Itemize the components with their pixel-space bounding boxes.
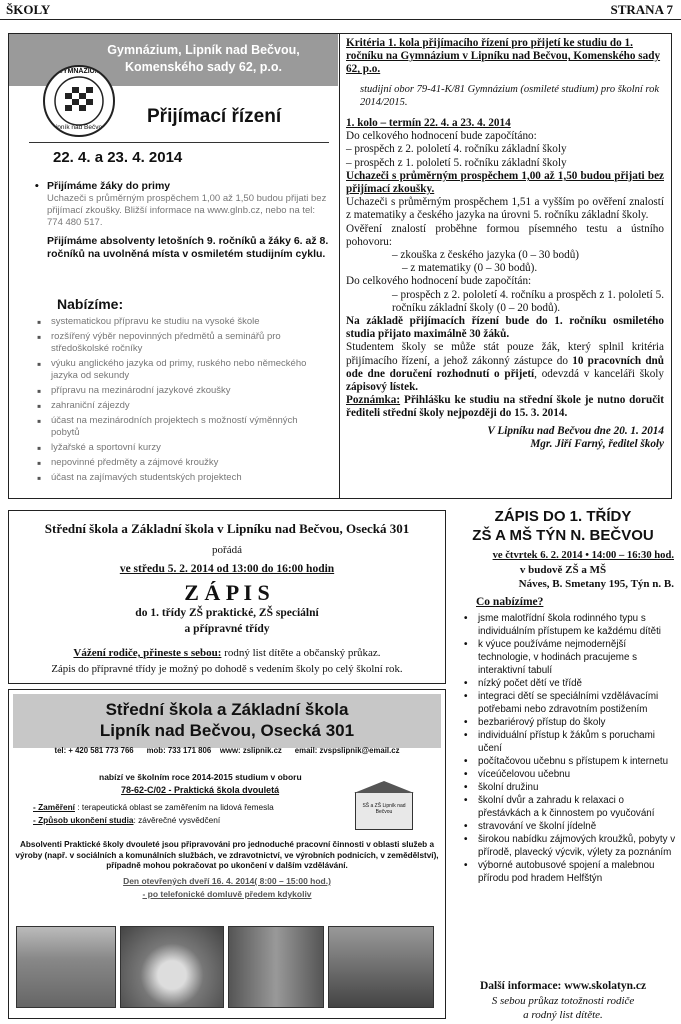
criteria-p7d: zápisový lístek.	[346, 381, 419, 394]
list-item: • k výuce používáme nejmodernější technologie, v hodinách pracujeme s interaktivní tabulí	[462, 638, 676, 677]
list-item: • bezbariérový přístup do školy	[462, 716, 676, 729]
gym-logo	[43, 65, 115, 137]
ss-zapis-bring-label: Vážení rodiče, přineste s sebou:	[73, 647, 222, 659]
gym-body	[33, 180, 333, 261]
criteria-box	[340, 33, 672, 499]
ss-zapis-bring	[9, 647, 445, 659]
ss-zapis-heading: Z Á P I S	[184, 580, 270, 605]
ss-zapis-bring-text: rodný list dítěte a občanský průkaz.	[221, 647, 381, 659]
photo-building	[16, 926, 116, 1008]
gymnazium-ad	[8, 33, 340, 499]
criteria-note	[346, 394, 664, 420]
ss-zapis-line2: a přípravné třídy	[184, 623, 270, 635]
ss-zapis-date: ve středu 5. 2. 2014 od 13:00 do 16:00 hodin	[119, 563, 335, 575]
ps-obor: 78-62-C/02 - Praktická škola dvouletá	[121, 785, 280, 795]
criteria-p4: Ověření znalostí proběhne formou písemného testu a ústního pohovoru:	[346, 222, 664, 248]
zs-tyn-ad	[452, 508, 674, 1022]
criteria-sign-name: Mgr. Jiří Farný, ředitel školy	[530, 437, 664, 450]
ss-zapis-line1: do 1. třídy ZŠ praktické, ZŠ speciální	[135, 607, 319, 619]
zs-date: ve čtvrtek 6. 2. 2014 • 14:00 – 16:30 hod.	[492, 550, 674, 561]
gym-logo-top: GYMNÁZIUM	[57, 68, 101, 75]
list-item: • nízký počet dětí ve třídě	[462, 677, 676, 690]
ps-open-day: Den otevřených dveří 16. 4. 2014( 8:00 – 15:00 hod.)	[123, 876, 331, 886]
ps-para: Absolventi Praktické školy dvouleté jsou připravováni pro jednoduché pracovní činnosti v oblasti služeb a výroby (např. v sociálních a komunálních službách, ve zdravotnictví, ve výrobních podnicích, v zemědělství), případně mohou pokračovat po ukončení v dalším vzdělávání.	[15, 840, 439, 870]
ps-contacts: tel: + 420 581 773 766 mob: 733 171 806 www: zslipnik.cz email: zvspslipnik@email.cz	[54, 746, 400, 755]
criteria-p2: Uchazeči s průměrným prospěchem 1,00 až 1,50 budou přijati bez přijímací zkoušky.	[346, 169, 664, 196]
list-item: • víceúčelovou učebnu	[462, 768, 676, 781]
gym-banner-line1: Gymnázium, Lipník nad Bečvou,	[107, 43, 300, 57]
list-item: ▪ systematickou přípravu ke studiu na vysoké škole	[35, 316, 315, 328]
list-item: • jsme malotřídní škola rodinného typu s individuálním přístupem ke každému dítěti	[462, 612, 676, 638]
list-item: • integraci dětí se speciálními vzdělávacími potřebami nebo zdravotním postižením	[462, 690, 676, 716]
page-number: STRANA 7	[610, 2, 673, 17]
zs-offer-list	[462, 612, 676, 885]
zs-note1: S sebou průkaz totožnosti rodiče	[491, 995, 635, 1007]
ps-zamereni-label: - Zaměření	[33, 802, 75, 812]
criteria-sign-date: V Lipníku nad Bečvou dne 20. 1. 2014	[487, 424, 664, 437]
photo-gym	[228, 926, 324, 1008]
criteria-p5: Do celkového hodnocení bude započítán:	[346, 275, 532, 288]
gym-bullet-absolventi: • Přijímáme absolventy letošních 9. ročníků a žáky 6. až 8. ročníků na uvolněná místa v osmiletém studijním cyklu.	[33, 235, 333, 261]
zs-title1: ZÁPIS DO 1. TŘÍDY	[494, 508, 632, 525]
list-item: • školní družinu	[462, 781, 676, 794]
gym-bullet-prima-text: Uchazeči s průměrným prospěchem 1,00 až 1,50 budou přijati bez přijímací zkoušky. Bližší informace na www.glnb.cz, nebo na tel: 774 480 517.	[47, 193, 327, 228]
criteria-p6: Na základě přijímacích řízení bude do 1. ročníku osmiletého studia přijato maximálně 30 žáků.	[346, 315, 664, 341]
ps-zpusob	[33, 815, 220, 825]
list-item: • výborné autobusové spojení a malebnou přírodu pod hradem Helfštýn	[462, 859, 676, 885]
school-sign-text: SŠ a ZŠ Lipník nad Bečvou	[362, 803, 406, 815]
list-item: • školní dvůr a zahradu k relaxaci o přestávkách a k činnostem po vyučování	[462, 794, 676, 820]
criteria-p4b: – z matematiky (0 – 30 bodů).	[402, 262, 538, 275]
criteria-p5a: – prospěch z 2. pololetí 4. ročníku a prospěch z 1. pololetí 5. ročníku základní školy (0 – 20 bodů).	[392, 288, 664, 314]
photo-classroom	[328, 926, 434, 1008]
criteria-note-label: Poznámka:	[346, 394, 401, 407]
zs-place2: Náves, B. Smetany 195, Týn n. B.	[518, 578, 674, 590]
list-item: • počítačovou učebnu s přístupem k internetu	[462, 755, 676, 768]
ss-zapis-box	[8, 510, 446, 684]
gym-logo-bottom: Lipník nad Bečvou	[52, 124, 106, 131]
criteria-p1: Do celkového hodnocení bude započítáno:	[346, 130, 537, 143]
zs-place1: v budově ZŠ a MŠ	[519, 564, 607, 576]
criteria-p1b: – prospěch z 1. pololetí 5. ročníku základní školy	[346, 156, 567, 169]
gym-bullet-prima: • Přijímáme žáky do primy	[33, 180, 333, 193]
gym-title: Přijímací řízení	[147, 106, 282, 127]
gym-banner-line2: Komenského sady 62, p.o.	[125, 60, 282, 74]
zs-co-nabizime: Co nabízíme?	[476, 596, 544, 608]
criteria-p3: Uchazeči s průměrným prospěchem 1,51 a vyšším po ověření znalostí z matematiky a českého jazyka na úrovni 5. ročníku základní školy.	[346, 196, 664, 222]
gym-offer-head: Nabízíme:	[57, 296, 124, 312]
school-sign-image	[355, 792, 413, 830]
criteria-p7a: Studentem školy se může stát pouze žák, který splnil kritéria přijímacího řízení, a jehož zákonný zástupce do	[346, 341, 664, 367]
criteria-p7	[346, 341, 664, 394]
list-item: • širokou nabídku zájmových kroužků, pobyty v přírodě, plavecký výcvik, výlety za poznáním	[462, 833, 676, 859]
list-item: • stravování ve školní jídelně	[462, 820, 676, 833]
ss-zapis-porada: pořádá	[212, 544, 242, 556]
ps-zamereni	[33, 802, 274, 812]
list-item: • individuální přístup k žákům s poruchami učení	[462, 729, 676, 755]
zs-info: Další informace: www.skolatyn.cz	[479, 980, 647, 992]
list-item: ▪ nepovinné předměty a zájmové kroužky	[35, 457, 315, 469]
criteria-subtitle: studijní obor 79-41-K/81 Gymnázium (osmileté studium) pro školní rok 2014/2015.	[360, 83, 660, 108]
ps-title2: Lipník nad Bečvou, Osecká 301	[99, 721, 355, 740]
criteria-p7c: , odevzdá v kanceláři školy	[534, 367, 664, 380]
list-item: ▪ účast na zajímavých studentských projektech	[35, 472, 315, 484]
list-item: ▪ lyžařské a sportovní kurzy	[35, 442, 315, 454]
ss-zapis-last: Zápis do přípravné třídy je možný po dohodě s vedením školy po celý školní rok.	[51, 663, 403, 675]
ps-zpusob-label: - Způsob ukončení studia	[33, 815, 134, 825]
list-item: ▪ přípravu na mezinárodní jazykové zkoušky	[35, 385, 315, 397]
ss-zapis-title: Střední škola a Základní škola v Lipníku nad Bečvou, Osecká 301	[44, 521, 410, 536]
photo-crafts	[120, 926, 224, 1008]
section-title: ŠKOLY	[6, 2, 51, 17]
ps-phone: - po telefonické domluvě předem kdykoliv	[142, 889, 312, 899]
criteria-heading: Kritéria 1. kola přijímacího řízení pro přijetí ke studiu do 1. ročníku na Gymnázium v Lipníku nad Bečvou, Komenského sady 62, p.o.	[346, 37, 661, 76]
ps-offer: nabízí ve školním roce 2014-2015 studium v oboru	[99, 772, 302, 782]
criteria-note-text: Přihlášku ke studiu na střední škole je nutno doručit řediteli střední školy nejpozději do 15. 3. 2014.	[346, 394, 664, 420]
criteria-body	[346, 37, 664, 451]
gym-dates: 22. 4. a 23. 4. 2014	[53, 149, 183, 166]
criteria-p1a: – prospěch z 2. pololetí 4. ročníku základní školy	[346, 143, 567, 156]
gym-title-rule	[29, 142, 329, 143]
header-rule	[0, 19, 681, 20]
ps-zpusob-text: : závěrečné vysvědčení	[133, 815, 221, 825]
zs-title2: ZŠ A MŠ TÝN N. BEČVOU	[472, 527, 654, 544]
criteria-p4a: – zkouška z českého jazyka (0 – 30 bodů)	[392, 249, 580, 262]
ps-zamereni-text: : terapeutická oblast se zaměřením na lidová řemesla	[74, 802, 274, 812]
ps-title1: Střední škola a Základní škola	[105, 700, 349, 719]
list-item: ▪ účast na mezinárodních projektech s možností výměnných pobytů	[35, 415, 315, 439]
list-item: ▪ zahraniční zájezdy	[35, 400, 315, 412]
school-sign-roof	[354, 781, 414, 793]
criteria-kolo: 1. kolo – termín 22. 4. a 23. 4. 2014	[346, 117, 511, 130]
list-item: ▪ rozšířený výběr nepovinných předmětů a seminářů pro středoškolské ročníky	[35, 331, 315, 355]
zs-note2: a rodný list dítěte.	[523, 1009, 603, 1021]
criteria-p7b: 10 pracovních dnů ode dne doručení rozhodnutí o přijetí	[346, 354, 664, 380]
gym-offer-list	[35, 316, 315, 484]
list-item: ▪ výuku anglického jazyka od primy, ruského nebo německého jazyka od sekundy	[35, 358, 315, 382]
